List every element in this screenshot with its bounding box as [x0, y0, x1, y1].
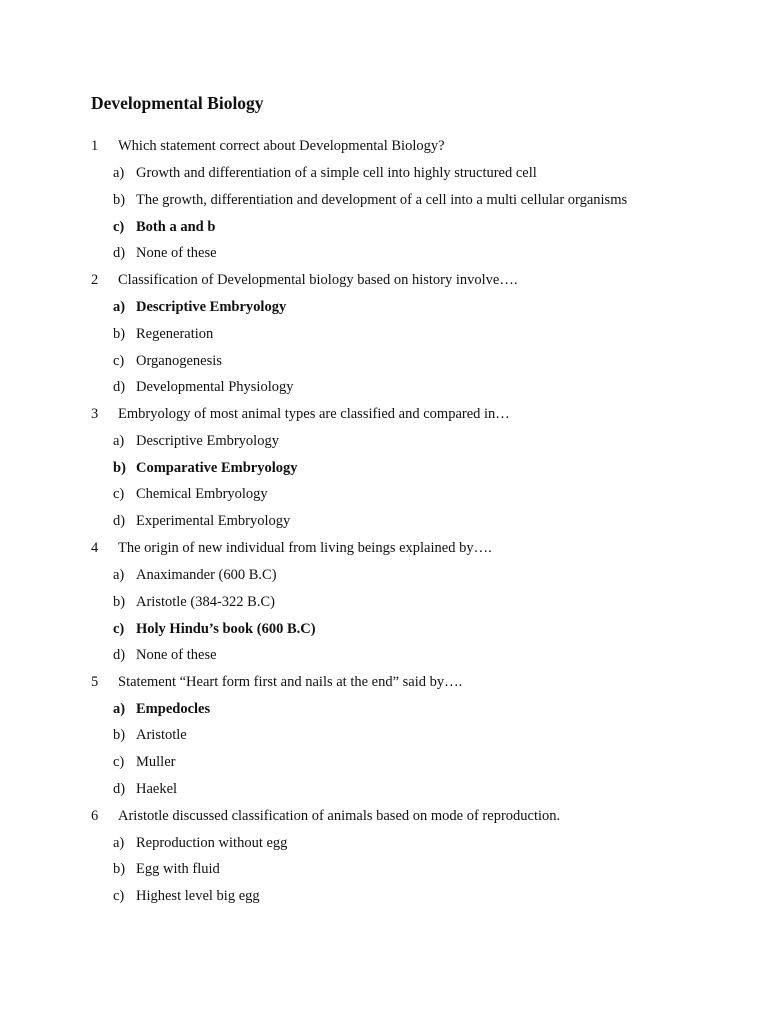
option-text: The growth, differentiation and development of a cell into a multi cellular organisms [136, 192, 628, 208]
option-label: d) [113, 513, 126, 529]
option-text: Haekel [136, 781, 178, 797]
option-label: c) [113, 754, 125, 770]
option-text: Descriptive Embryology [136, 433, 279, 449]
option-text: Anaximander (600 B.C) [136, 567, 277, 583]
option-label: b) [113, 861, 126, 877]
option-label: d) [113, 781, 126, 797]
question-text: The origin of new individual from living beings explained by…. [118, 540, 492, 556]
option-label: b) [113, 326, 126, 342]
option-text: Egg with fluid [136, 861, 220, 877]
option-label-correct: c) [113, 621, 125, 637]
option-text: Highest level big egg [136, 888, 260, 904]
option-text: Organogenesis [136, 353, 222, 369]
question-number: 3 [91, 406, 99, 422]
question-text: Statement “Heart form first and nails at the end” said by…. [118, 674, 463, 690]
option-text: Experimental Embryology [136, 513, 291, 529]
option-text: Chemical Embryology [136, 486, 268, 502]
option-text-correct: Empedocles [136, 701, 211, 717]
option-text: Regeneration [136, 326, 214, 342]
option-text: Reproduction without egg [136, 835, 288, 851]
question-number: 6 [91, 808, 99, 824]
option-text: None of these [136, 245, 217, 261]
option-text: None of these [136, 647, 217, 663]
question-text: Aristotle discussed classification of animals based on mode of reproduction. [118, 808, 561, 824]
option-text-correct: Holy Hindu’s book (600 B.C) [136, 621, 316, 637]
option-label: c) [113, 353, 125, 369]
question-number: 1 [91, 138, 99, 154]
option-text: Developmental Physiology [136, 379, 294, 395]
option-label-correct: a) [113, 299, 126, 315]
question-number: 2 [91, 272, 99, 288]
option-label: b) [113, 594, 126, 610]
question-text: Which statement correct about Developmental Biology? [118, 138, 445, 154]
option-label: c) [113, 888, 125, 904]
option-text: Growth and differentiation of a simple cell into highly structured cell [136, 165, 537, 181]
option-label: a) [113, 835, 125, 851]
option-text: Aristotle [136, 727, 187, 743]
option-label: d) [113, 647, 126, 663]
question-text: Embryology of most animal types are classified and compared in… [118, 406, 510, 422]
option-label-correct: b) [113, 460, 126, 476]
option-label: a) [113, 433, 125, 449]
option-text-correct: Both a and b [136, 219, 216, 235]
option-label: d) [113, 379, 126, 395]
page-title: Developmental Biology [91, 93, 264, 113]
option-label-correct: a) [113, 701, 126, 717]
question-number: 5 [91, 674, 99, 690]
option-label: c) [113, 486, 125, 502]
option-label: b) [113, 192, 126, 208]
question-text: Classification of Developmental biology based on history involve…. [118, 272, 518, 288]
question-number: 4 [91, 540, 99, 556]
option-label: b) [113, 727, 126, 743]
option-label: a) [113, 567, 125, 583]
option-label: a) [113, 165, 125, 181]
option-label-correct: c) [113, 219, 125, 235]
option-label: d) [113, 245, 126, 261]
option-text-correct: Descriptive Embryology [136, 299, 287, 315]
option-text: Aristotle (384-322 B.C) [136, 594, 275, 610]
option-text: Muller [136, 754, 176, 770]
option-text-correct: Comparative Embryology [136, 460, 298, 476]
